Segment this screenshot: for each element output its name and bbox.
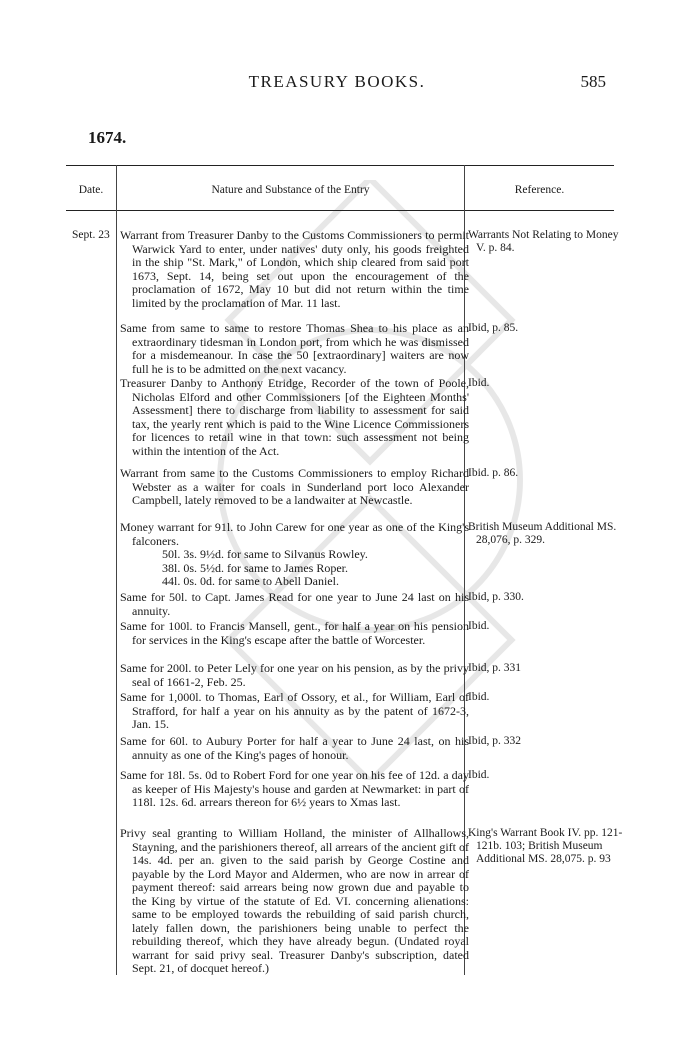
entry-text: Same from same to same to restore Thomas Shea to his place as an extraordinary tidesman in London port, from which he was dismissed for a misdemeanour. In case the 50 [extraordinary] waiters are now full he is to be admitted on the next vacancy. [120,321,469,376]
year-heading: 1674. [88,128,127,147]
entry-text: Same for 18l. 5s. 0d to Robert Ford for one year on his fee of 12d. a day as keeper of His Majesty's house and garden at Newmarket: in part of 118l. 12s. 6d. arrears thereon for 6½ years to Xmas last. [120,768,469,809]
entry-text: Same for 100l. to Francis Mansell, gent., for half a year on his pension for services in the King's escape after the battle of Worcester. [120,619,469,647]
entry-sub-item: 44l. 0s. 0d. for same to Abell Daniel. [162,574,339,588]
entry-reference: Ibid, p. 331 [468,662,522,674]
entry-text: Same for 200l. to Peter Lely for one year on his pension, as by the privy seal of 1661-2, Feb. 25. [120,661,469,689]
entry-text: Same for 60l. to Aubury Porter for half a year to June 24 last, on his annuity as one of the King's pages of honour. [120,734,469,762]
entry-reference: Ibid. [468,769,490,781]
entry-reference: Ibid, p. 85. [468,322,519,334]
entry-reference: British Museum Additional MS. 28,076, p. 329. [468,521,617,546]
entry-text: Warrant from Treasurer Danby to the Customs Commissioners to permit Warwick Yard to enter, under natives' duty only, his goods freighted in the ship "St. Mark," of London, which ship cleared from said port 1673, Sept. 14, being set out upon the encouragement of the proclamation of 1672, May 10 but did not return within the time limited by the proclamation of Mar. 11 last. [120,228,469,310]
entry-text: Warrant from same to the Customs Commissioners to employ Richard Webster as a waiter for coals in Sunderland port loco Alexander Campbell, lately removed to be a landwaiter at Newcastle. [120,466,469,507]
entry-reference: Ibid. [468,620,490,632]
column-header-entry: Nature and Substance of the Entry [211,184,370,196]
entry-reference: Warrants Not Relating to Money V. p. 84. [468,229,619,254]
entry-reference: Ibid. p. 86. [468,467,519,479]
entry-reference: Ibid, p. 330. [468,591,524,603]
entry-text: Same for 50l. to Capt. James Read for one year to June 24 last on his annuity. [120,590,469,618]
date-column-divider [116,165,117,975]
entry-text: Privy seal granting to William Holland, the minister of Allhallows, Stayning, and the parishioners thereof, all arrears of the ancient gift of 14s. 4d. per an. given to the said parish by George Costine and payable by the Lord Mayor and Aldermen, who are now in arrear of payment thereof: said arrears being now grown due and payable to the King by virtue of the statute of Ed. VI. concerning alienations: same to be employed towards the rebuilding of said parish church, lately fallen down, the parishioners being unable to perfect the rebuilding thereof, which they have already begun. (Undated royal warrant for said privy seal. Treasurer Danby's subscription, dated Sept. 21, of docquet hereof.) [120,826,469,975]
entry-text [120,521,469,589]
entry-text: Same for 1,000l. to Thomas, Earl of Ossory, et al., for William, Earl of Strafford, for half a year on his annuity as by the patent of 1672-3, Jan. 15. [120,690,469,731]
page-header [0,72,674,96]
page-number: 585 [580,72,606,91]
entry-sub-item: 38l. 0s. 5½d. for same to James Roper. [162,560,348,575]
running-title: TREASURY BOOKS. [248,72,426,91]
entry-date: Sept. 23 [72,229,110,241]
entry-text: Treasurer Danby to Anthony Etridge, Recorder of the town of Poole, Nicholas Elford and other Commissioners [of the Eighteen Months' Assessment] there to discharge from liability to assessment for said tax, the yearly rent which is paid to the Wine Licence Commissioners for licences to retail wine in that town: such assessment not being within the intention of the Act. [120,376,469,458]
table-header-rule [66,210,614,211]
entry-sub-item: 50l. 3s. 9½d. for same to Silvanus Rowley. [162,547,368,561]
column-header-reference: Reference. [514,184,565,196]
entry-reference: Ibid. [468,377,490,389]
table-top-rule [66,165,614,166]
entry-reference: Ibid. [468,691,490,703]
column-header-date: Date. [78,184,104,196]
entry-reference: Ibid, p. 332 [468,735,522,747]
entry-main-text: Money warrant for 91l. to John Carew for one year as one of the King's falconers. [120,520,469,548]
entry-reference: King's Warrant Book IV. pp. 121-121b. 103; British Museum Additional MS. 28,075. p. 93 [468,827,623,865]
